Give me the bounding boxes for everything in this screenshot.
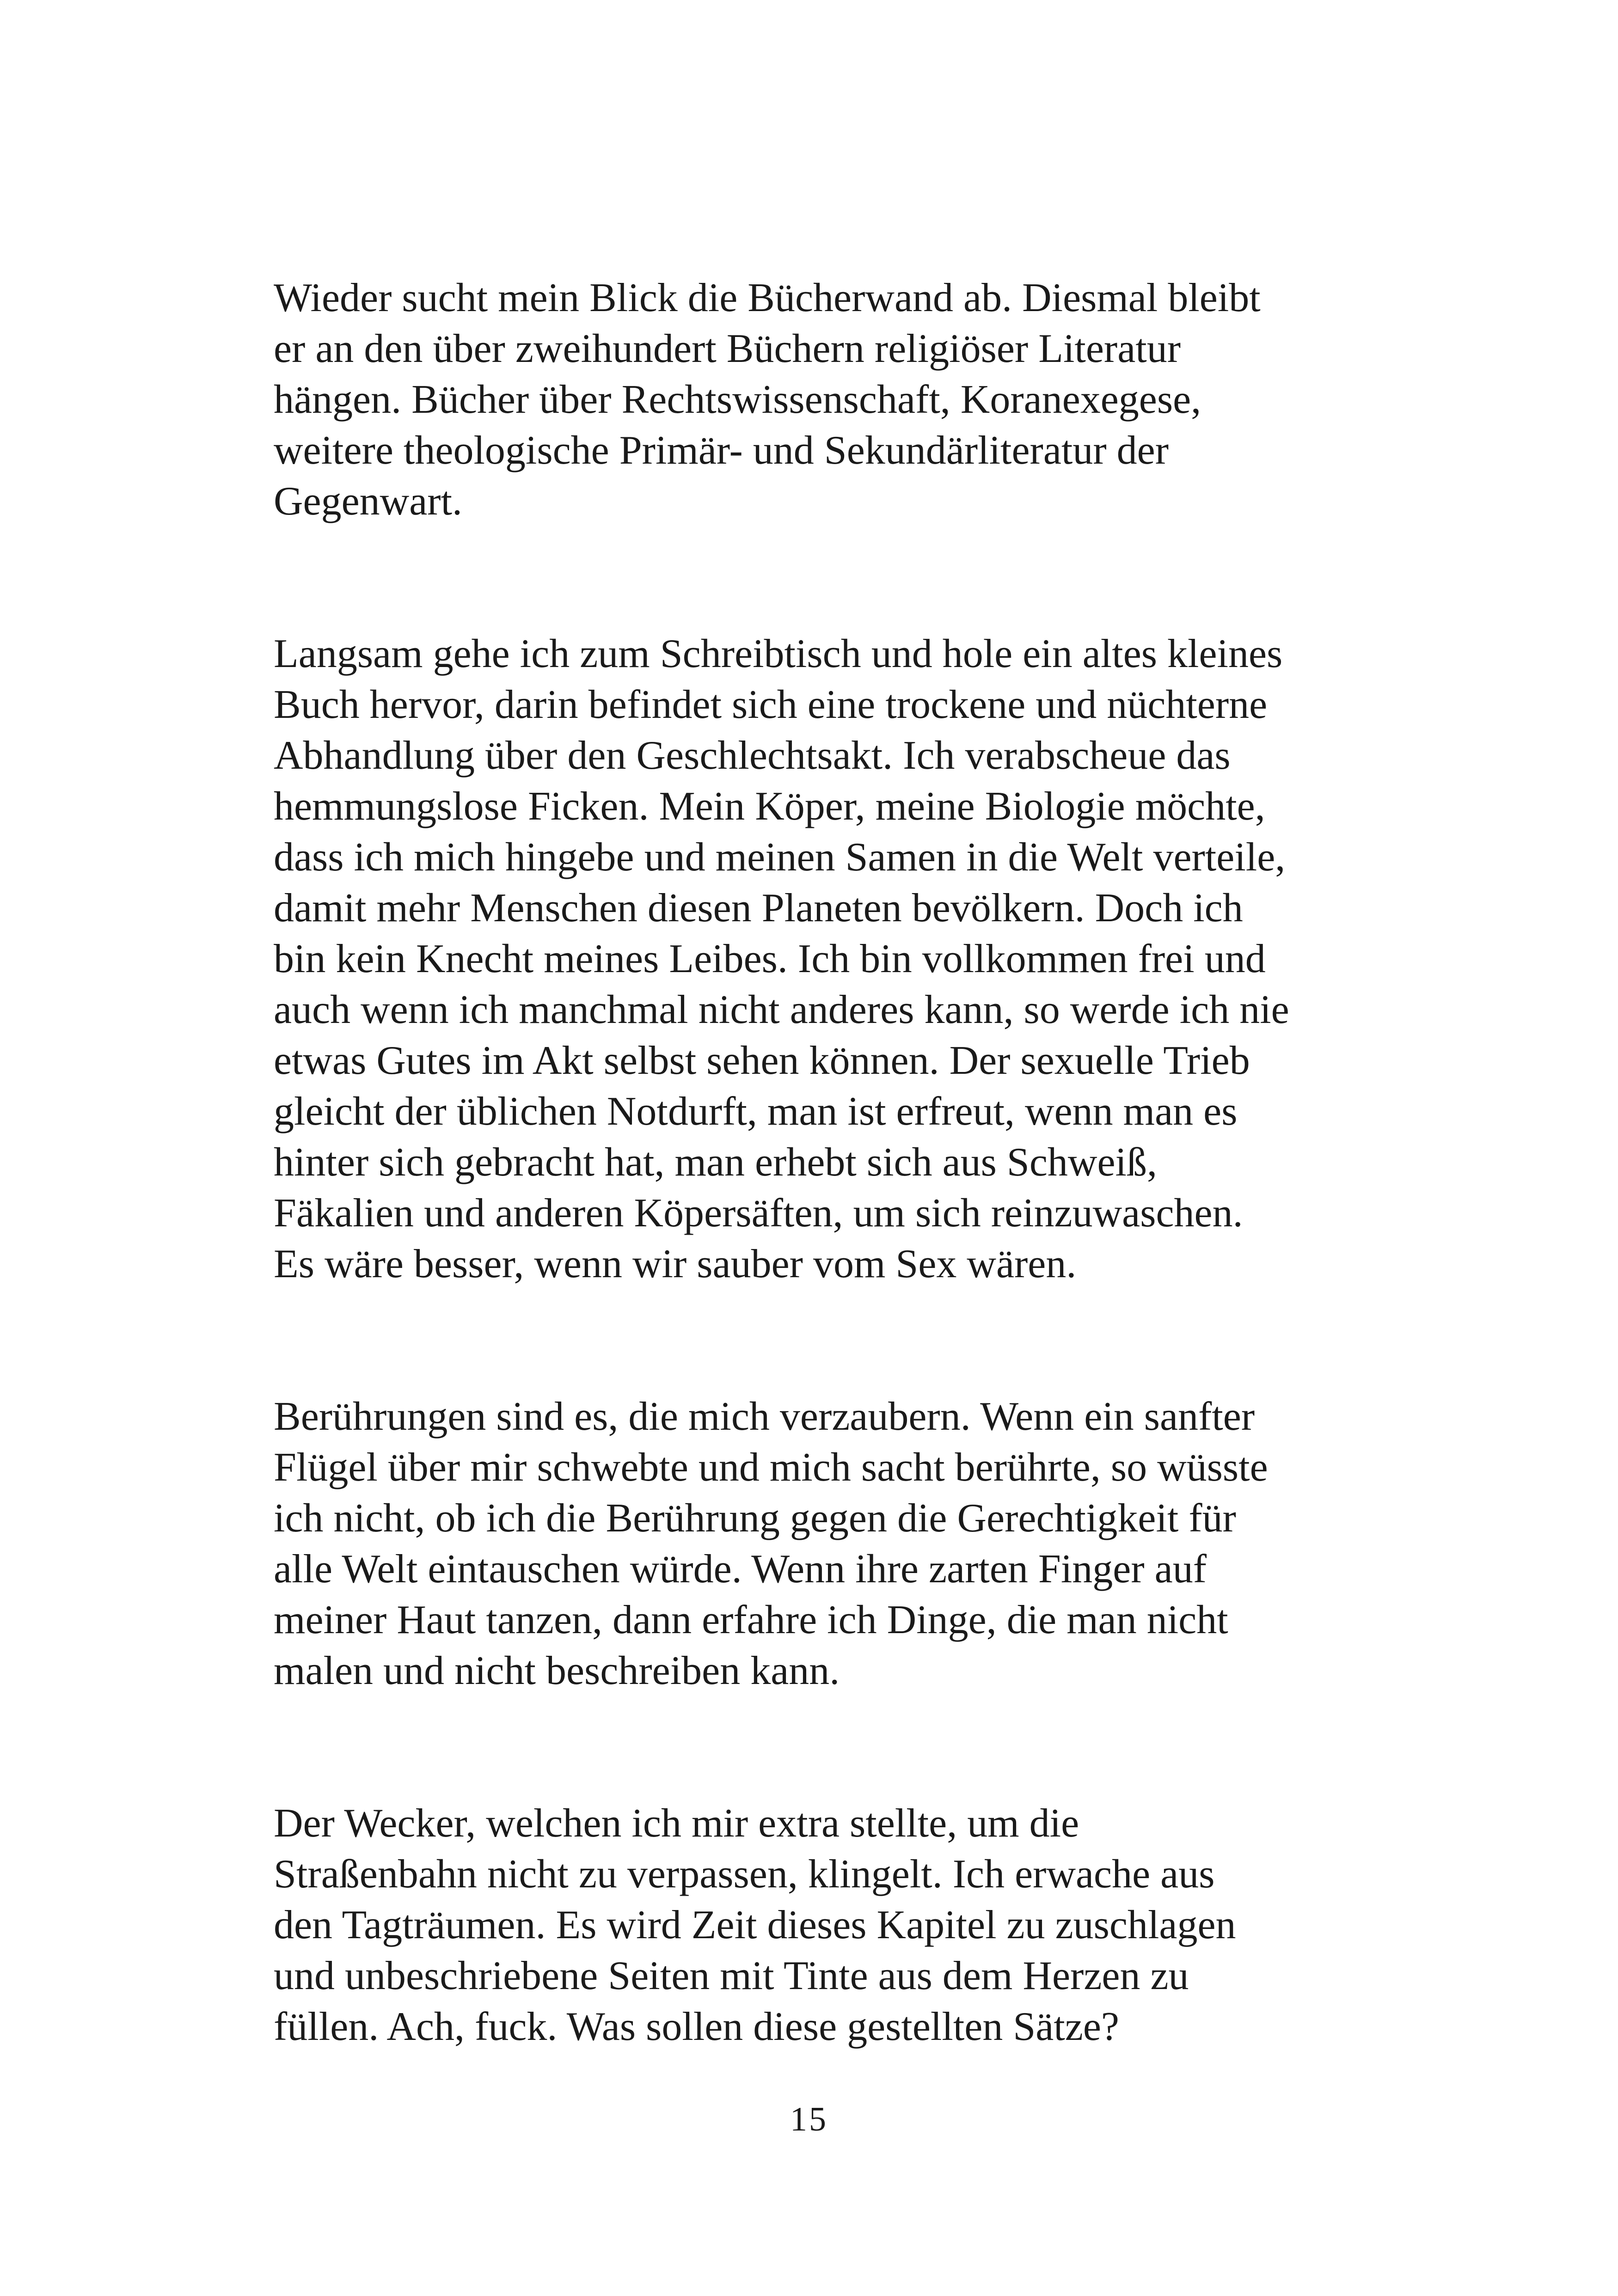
text-line: hängen. Bücher über Rechtswissenschaft, Koranexegese, xyxy=(274,377,1201,422)
text-line: Straßenbahn nicht zu verpassen, klingelt. Ich erwache aus xyxy=(274,1852,1215,1897)
paragraph-4 xyxy=(274,1798,1383,2052)
text-line: Fäkalien und anderen Köpersäften, um sich reinzuwaschen. xyxy=(274,1191,1243,1236)
text-line: damit mehr Menschen diesen Planeten bevölkern. Doch ich xyxy=(274,886,1243,931)
paragraph-1 xyxy=(274,273,1383,527)
body-text xyxy=(274,273,1383,2052)
text-line: malen und nicht beschreiben kann. xyxy=(274,1648,840,1693)
text-line: Wieder sucht mein Blick die Bücherwand ab. Diesmal bleibt xyxy=(274,276,1261,320)
text-line: den Tagträumen. Es wird Zeit dieses Kapitel zu zuschlagen xyxy=(274,1903,1236,1947)
text-line: weitere theologische Primär- und Sekundärliteratur der xyxy=(274,428,1169,473)
text-line: alle Welt eintauschen würde. Wenn ihre zarten Finger auf xyxy=(274,1547,1207,1592)
text-line: dass ich mich hingebe und meinen Samen in die Welt verteile, xyxy=(274,835,1286,880)
text-line: Es wäre besser, wenn wir sauber vom Sex wären. xyxy=(274,1242,1077,1286)
text-line: füllen. Ach, fuck. Was sollen diese gestellten Sätze? xyxy=(274,2004,1119,2049)
text-line: hinter sich gebracht hat, man erhebt sich aus Schweiß, xyxy=(274,1140,1157,1185)
text-line: Flügel über mir schwebte und mich sacht berührte, so wüsste xyxy=(274,1445,1268,1490)
text-line: Berührungen sind es, die mich verzaubern. Wenn ein sanfter xyxy=(274,1394,1255,1439)
text-line: Buch hervor, darin befindet sich eine trockene und nüchterne xyxy=(274,682,1268,727)
text-line: bin kein Knecht meines Leibes. Ich bin vollkommen frei und xyxy=(274,937,1266,981)
page-number: 15 xyxy=(790,2100,828,2138)
text-line: gleicht der üblichen Notdurft, man ist erfreut, wenn man es xyxy=(274,1089,1238,1134)
text-line: Langsam gehe ich zum Schreibtisch und hole ein altes kleines xyxy=(274,631,1283,676)
text-line: auch wenn ich manchmal nicht anderes kann, so werde ich nie xyxy=(274,987,1289,1032)
text-line: Gegenwart. xyxy=(274,479,463,524)
text-line: hemmungslose Ficken. Mein Köper, meine Biologie möchte, xyxy=(274,784,1265,829)
text-line: und unbeschriebene Seiten mit Tinte aus dem Herzen zu xyxy=(274,1953,1189,1998)
text-line: etwas Gutes im Akt selbst sehen können. Der sexuelle Trieb xyxy=(274,1038,1250,1083)
paragraph-2 xyxy=(274,629,1383,1290)
text-line: Der Wecker, welchen ich mir extra stellte, um die xyxy=(274,1801,1079,1846)
text-line: Abhandlung über den Geschlechtsakt. Ich verabscheue das xyxy=(274,733,1231,778)
text-line: er an den über zweihundert Büchern religiöser Literatur xyxy=(274,326,1181,371)
text-line: ich nicht, ob ich die Berührung gegen die Gerechtigkeit für xyxy=(274,1496,1236,1541)
text-line: meiner Haut tanzen, dann erfahre ich Dinge, die man nicht xyxy=(274,1598,1228,1642)
paragraph-3 xyxy=(274,1391,1383,1696)
